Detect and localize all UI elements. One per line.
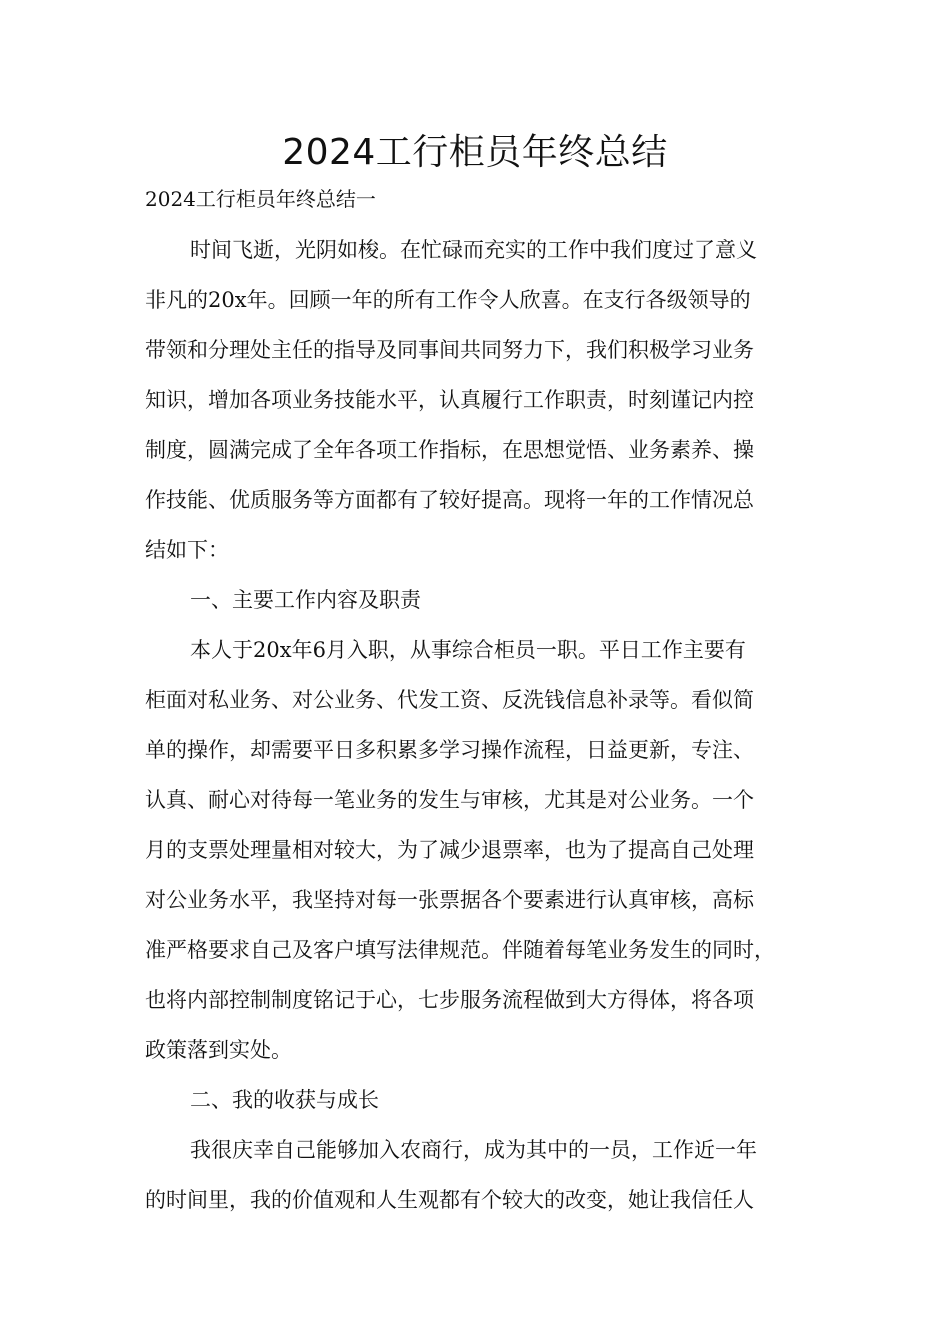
paragraph-line: 作技能、优质服务等方面都有了较好提高。现将一年的工作情况总 bbox=[145, 488, 754, 512]
paragraph-line: 认真、耐心对待每一笔业务的发生与审核，尤其是对公业务。一个 bbox=[145, 788, 754, 812]
paragraph-line: 的时间里，我的价值观和人生观都有个较大的改变，她让我信任人 bbox=[145, 1188, 754, 1212]
paragraph-line: 结如下： bbox=[145, 538, 229, 562]
paragraph-line: 时间飞逝，光阴如梭。在忙碌而充实的工作中我们度过了意义 bbox=[190, 238, 757, 262]
paragraph-line: 非凡的20x年。回顾一年的所有工作令人欣喜。在支行各级领导的 bbox=[145, 288, 751, 312]
paragraph-line: 我很庆幸自己能够加入农商行，成为其中的一员，工作近一年 bbox=[190, 1138, 757, 1162]
paragraph-line: 月的支票处理量相对较大，为了减少退票率，也为了提高自己处理 bbox=[145, 838, 754, 862]
paragraph-line: 本人于20x年6月入职，从事综合柜员一职。平日工作主要有 bbox=[190, 638, 746, 662]
paragraph-line: 知识，增加各项业务技能水平，认真履行工作职责，时刻谨记内控 bbox=[145, 388, 754, 412]
paragraph-line: 也将内部控制制度铭记于心，七步服务流程做到大方得体，将各项 bbox=[145, 988, 754, 1012]
section-heading: 二、我的收获与成长 bbox=[190, 1088, 379, 1112]
paragraph-line: 单的操作，却需要平日多积累多学习操作流程，日益更新，专注、 bbox=[145, 738, 754, 762]
paragraph-line: 带领和分理处主任的指导及同事间共同努力下，我们积极学习业务 bbox=[145, 338, 754, 362]
paragraph-line: 政策落到实处。 bbox=[145, 1038, 292, 1062]
paragraph-line: 制度，圆满完成了全年各项工作指标，在思想觉悟、业务素养、操 bbox=[145, 438, 754, 462]
document-title: 2024工行柜员年终总结 bbox=[282, 132, 668, 173]
paragraph-line: 准严格要求自己及客户填写法律规范。伴随着每笔业务发生的同时， bbox=[145, 938, 775, 962]
paragraph-line: 柜面对私业务、对公业务、代发工资、反洗钱信息补录等。看似简 bbox=[145, 688, 754, 712]
paragraph-line: 对公业务水平，我坚持对每一张票据各个要素进行认真审核，高标 bbox=[145, 888, 754, 912]
document-subtitle: 2024工行柜员年终总结一 bbox=[145, 187, 376, 211]
section-heading: 一、主要工作内容及职责 bbox=[190, 588, 421, 612]
